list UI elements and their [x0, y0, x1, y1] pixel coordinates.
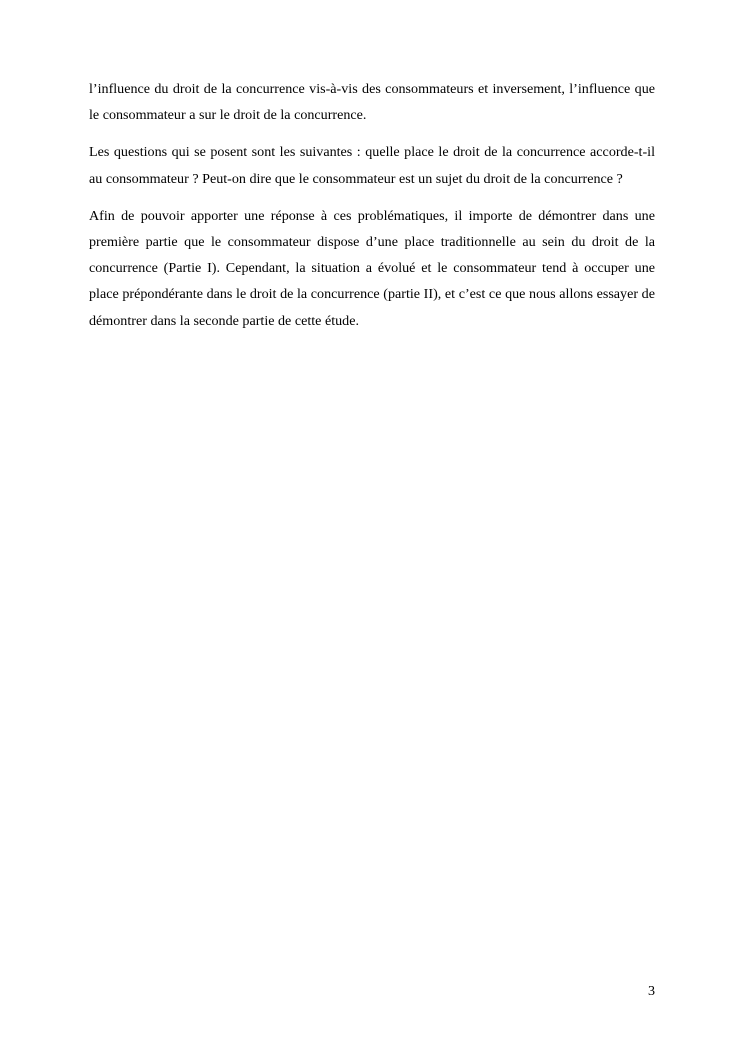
- page-body: [89, 76, 655, 345]
- page-number: 3: [647, 983, 655, 999]
- paragraph-intro-continuation: l’influence du droit de la concurrence vis-à-vis des consommateurs et inversement, l’influence que le consommateur a sur le droit de la concurrence.: [89, 81, 655, 124]
- paragraph-questions: Les questions qui se posent sont les suivantes : quelle place le droit de la concurrence accorde-t-il au consommateur ? Peut-on dire que le consommateur est un sujet du droit de la concurrence ?: [89, 144, 655, 187]
- paragraph-plan: Afin de pouvoir apporter une réponse à ces problématiques, il importe de démontrer dans une première partie que le consommateur dispose d’une place traditionnelle au sein du droit de la concurrence (Partie I). Cependant, la situation a évolué et le consommateur tend à occuper une place prépondérante dans le droit de la concurrence (partie II), et c’est ce que nous allons essayer de démontrer dans la seconde partie de cette étude.: [89, 207, 655, 329]
